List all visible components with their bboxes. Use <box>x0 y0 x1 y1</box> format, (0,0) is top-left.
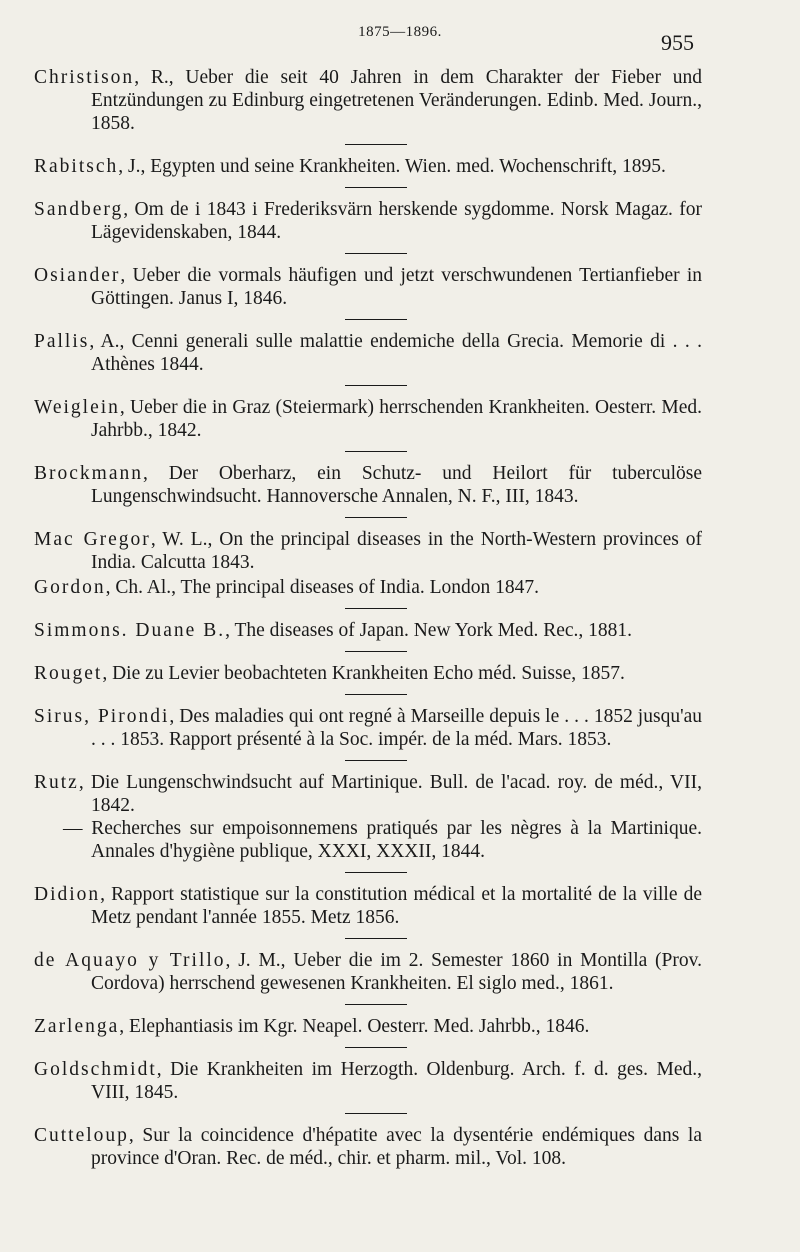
entry-author: Zarlenga <box>34 1016 120 1037</box>
entry-author: Mac Gregor <box>34 529 151 550</box>
bibliography-entry <box>34 66 702 135</box>
entry-text: , Die zu Levier beobachteten Krankheiten Echo méd. Suisse, 1857. <box>102 663 625 684</box>
bibliography-entry <box>34 1015 702 1038</box>
entry-text: , Om de i 1843 i Frederiksvärn herskende sygdomme. Norsk Magaz. for Lägevidenskaben, 1844. <box>91 199 702 243</box>
entry-text: , The diseases of Japan. New York Med. Rec., 1881. <box>225 620 633 641</box>
bibliography-list <box>34 66 702 1179</box>
entry-author: Didion <box>34 884 101 905</box>
entry-text: , Des maladies qui ont regné à Marseille depuis le . . . 1852 jusqu'au . . . 1853. Rapport présenté à la Soc. impér. de la méd. Mars. 1853. <box>91 706 702 750</box>
entry-author: Sandberg <box>34 199 124 220</box>
entry-text: , J., Egypten und seine Krankheiten. Wien. med. Wochenschrift, 1895. <box>118 156 666 177</box>
bibliography-entry <box>34 462 702 508</box>
separator-rule <box>345 187 407 188</box>
separator-rule <box>345 651 407 652</box>
entry-author: Gordon <box>34 577 106 598</box>
separator-rule <box>345 608 407 609</box>
separator-rule <box>345 1047 407 1048</box>
entry-author: Brockmann <box>34 463 143 484</box>
bibliography-entry <box>34 198 702 244</box>
bibliography-entry <box>34 264 702 310</box>
entry-text: , Ch. Al., The principal diseases of India. London 1847. <box>105 577 540 598</box>
separator-rule <box>345 451 407 452</box>
entry-text: , Die Lungenschwindsucht auf Martinique. Bull. de l'acad. roy. de méd., VII, 1842. <box>78 772 702 816</box>
bibliography-entry <box>34 619 702 642</box>
bibliography-entry <box>34 330 702 376</box>
running-title: 1875—1896. <box>358 24 442 40</box>
entry-author: Cutteloup <box>34 1125 129 1146</box>
entry-text: , Der Oberharz, ein Schutz- und Heilort für tuberculöse Lungenschwindsucht. Hannoversche Annalen, N. F., III, 1843. <box>91 463 702 507</box>
bibliography-entry <box>34 396 702 442</box>
entry-continuation: — Recherches sur empoisonnemens pratiqués par les nègres à la Martinique. Annales d'hygiène publique, XXXI, XXXII, 1844. <box>63 818 702 862</box>
entry-text: , Die Krankheiten im Herzogth. Oldenburg. Arch. f. d. ges. Med., VIII, 1845. <box>91 1059 702 1103</box>
bibliography-entry <box>34 662 702 685</box>
separator-rule <box>345 1113 407 1114</box>
bibliography-entry <box>34 949 702 995</box>
separator-rule <box>345 694 407 695</box>
entry-author: Rutz <box>34 772 79 793</box>
entry-text: , R., Ueber die seit 40 Jahren in dem Charakter der Fieber und Entzündungen zu Edinburg eingetretenen Veränderungen. Edinb. Med. Journ., 1858. <box>91 67 702 134</box>
entry-author: Rabitsch <box>34 156 119 177</box>
entry-text: , Ueber die vormals häufigen und jetzt verschwundenen Tertianfieber in Göttingen. Janus I, 1846. <box>91 265 702 309</box>
separator-rule <box>345 144 407 145</box>
bibliography-entry <box>34 576 702 599</box>
entry-author: Pallis <box>34 331 90 352</box>
entry-text: , Ueber die in Graz (Steiermark) herrschenden Krankheiten. Oesterr. Med. Jahrbb., 1842. <box>91 397 702 441</box>
entry-text: , A., Cenni generali sulle malattie endemiche della Grecia. Memorie di . . . Athènes 1844. <box>89 331 702 375</box>
entry-author: Sirus, Pirondi <box>34 706 170 727</box>
separator-rule <box>345 872 407 873</box>
bibliography-entry <box>34 528 702 574</box>
entry-author: Weiglein <box>34 397 120 418</box>
entry-text: , Sur la coincidence d'hépatite avec la dysentérie endémiques dans la province d'Oran. Rec. de méd., chir. et pharm. mil., Vol. 108. <box>91 1125 702 1169</box>
entry-author: Rouget <box>34 663 103 684</box>
bibliography-entry <box>34 1058 702 1104</box>
bibliography-entry <box>34 883 702 929</box>
separator-rule <box>345 1004 407 1005</box>
separator-rule <box>345 760 407 761</box>
bibliography-entry <box>34 771 702 863</box>
bibliography-entry <box>34 1124 702 1170</box>
bibliography-entry <box>34 705 702 751</box>
separator-rule <box>345 385 407 386</box>
bibliography-entry <box>34 155 702 178</box>
entry-author: Osiander <box>34 265 121 286</box>
entry-author: de Aquayo y Trillo <box>34 950 226 971</box>
entry-author: Christison <box>34 67 135 88</box>
entry-text: , Rapport statistique sur la constitution médical et la mortalité de la ville de Metz pendant l'année 1855. Metz 1856. <box>91 884 702 928</box>
entry-author: Goldschmidt <box>34 1059 157 1080</box>
entry-text: , W. L., On the principal diseases in the North-Western provinces of India. Calcutta 1843. <box>91 529 702 573</box>
entry-text: , Elephantiasis im Kgr. Neapel. Oesterr. Med. Jahrbb., 1846. <box>119 1016 590 1037</box>
separator-rule <box>345 253 407 254</box>
separator-rule <box>345 319 407 320</box>
entry-text: , J. M., Ueber die im 2. Semester 1860 in Montilla (Prov. Cordova) herrschend gewesenen Krankheiten. El siglo med., 1861. <box>91 950 703 994</box>
entry-author: Simmons. Duane B. <box>34 620 226 641</box>
separator-rule <box>345 517 407 518</box>
page-number: 955 <box>661 30 694 55</box>
separator-rule <box>345 938 407 939</box>
